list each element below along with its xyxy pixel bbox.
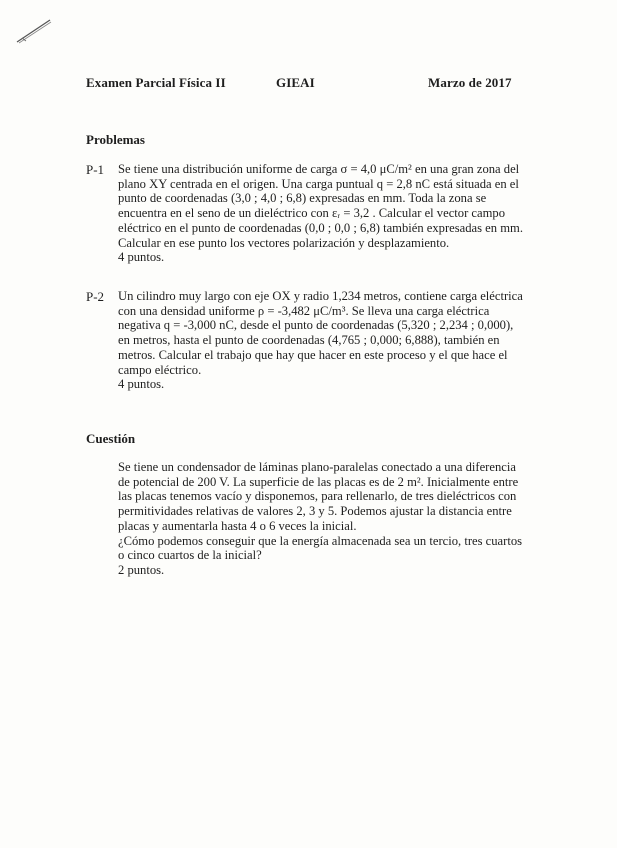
question-line: ¿Cómo podemos conseguir que la energía almacenada sea un tercio, tres cuartos <box>118 533 523 548</box>
question-text <box>118 460 523 578</box>
problem-2-number: P-2 <box>86 289 105 304</box>
problem-1-line: Se tiene una distribución uniforme de carga σ = 4,0 μC/m² en una gran zona del <box>118 162 520 176</box>
problem-1-number: P-1 <box>86 162 105 177</box>
problem-1-line: eléctrico en el punto de coordenadas (0,0 ; 0,0 ; 6,8) también expresadas en mm. <box>118 220 523 235</box>
question-line: Se tiene un condensador de láminas plano-paralelas conectado a una diferencia <box>118 460 516 474</box>
problem-1-line: plano XY centrada en el origen. Una carga puntual q = 2,8 nC está situada en el <box>118 176 519 191</box>
header-course: Examen Parcial Física II <box>86 75 226 90</box>
problem-2-line: negativa q = -3,000 nC, desde el punto de coordenadas (5,320 ; 2,234 ; 0,000), <box>118 318 514 333</box>
header-degree: GIEAI <box>276 75 315 90</box>
problems-title: Problemas <box>86 132 145 147</box>
problem-1-line: Calcular en ese punto los vectores polarización y desplazamiento. <box>118 235 450 250</box>
problem-2-line: campo eléctrico. <box>118 362 202 377</box>
problem-2-text <box>118 289 523 392</box>
question-line: de potencial de 200 V. La superficie de las placas es de 2 m². Inicialmente entre <box>118 474 519 489</box>
problem-1-points: 4 puntos. <box>118 250 165 265</box>
header-date: Marzo de 2017 <box>428 75 512 90</box>
pen-mark-icon <box>14 14 54 46</box>
question-line: placas y aumentarla hasta 4 o 6 veces la inicial. <box>118 518 357 533</box>
question-points: 2 puntos. <box>118 562 165 577</box>
problem-2-line: metros. Calcular el trabajo que hay que hacer en este proceso y el que hace el <box>118 347 508 362</box>
problem-2-points: 4 puntos. <box>118 377 165 392</box>
question-title: Cuestión <box>86 431 136 446</box>
problem-2-line: Un cilindro muy largo con eje OX y radio 1,234 metros, contiene carga eléctrica <box>118 289 523 303</box>
question-line: o cinco cuartos de la inicial? <box>118 548 262 563</box>
question-line: las placas tenemos vacío y disponemos, para rellenarlo, de tres dieléctricos con <box>118 489 517 504</box>
problem-1-text <box>118 162 523 265</box>
problem-2-line: en metros, hasta el punto de coordenadas (4,765 ; 0,000; 6,888), también en <box>118 333 500 348</box>
problem-1-line: encuentra en el seno de un dieléctrico con εᵣ = 3,2 . Calcular el vector campo <box>118 206 505 221</box>
problem-1-line: punto de coordenadas (3,0 ; 4,0 ; 6,8) expresadas en mm. Toda la zona se <box>118 191 487 206</box>
question-line: permitividades relativas de valores 2, 3 y 5. Podemos ajustar la distancia entre <box>118 504 512 519</box>
problem-2-line: con una densidad uniforme ρ = -3,482 μC/m³. Se lleva una carga eléctrica <box>118 303 490 318</box>
